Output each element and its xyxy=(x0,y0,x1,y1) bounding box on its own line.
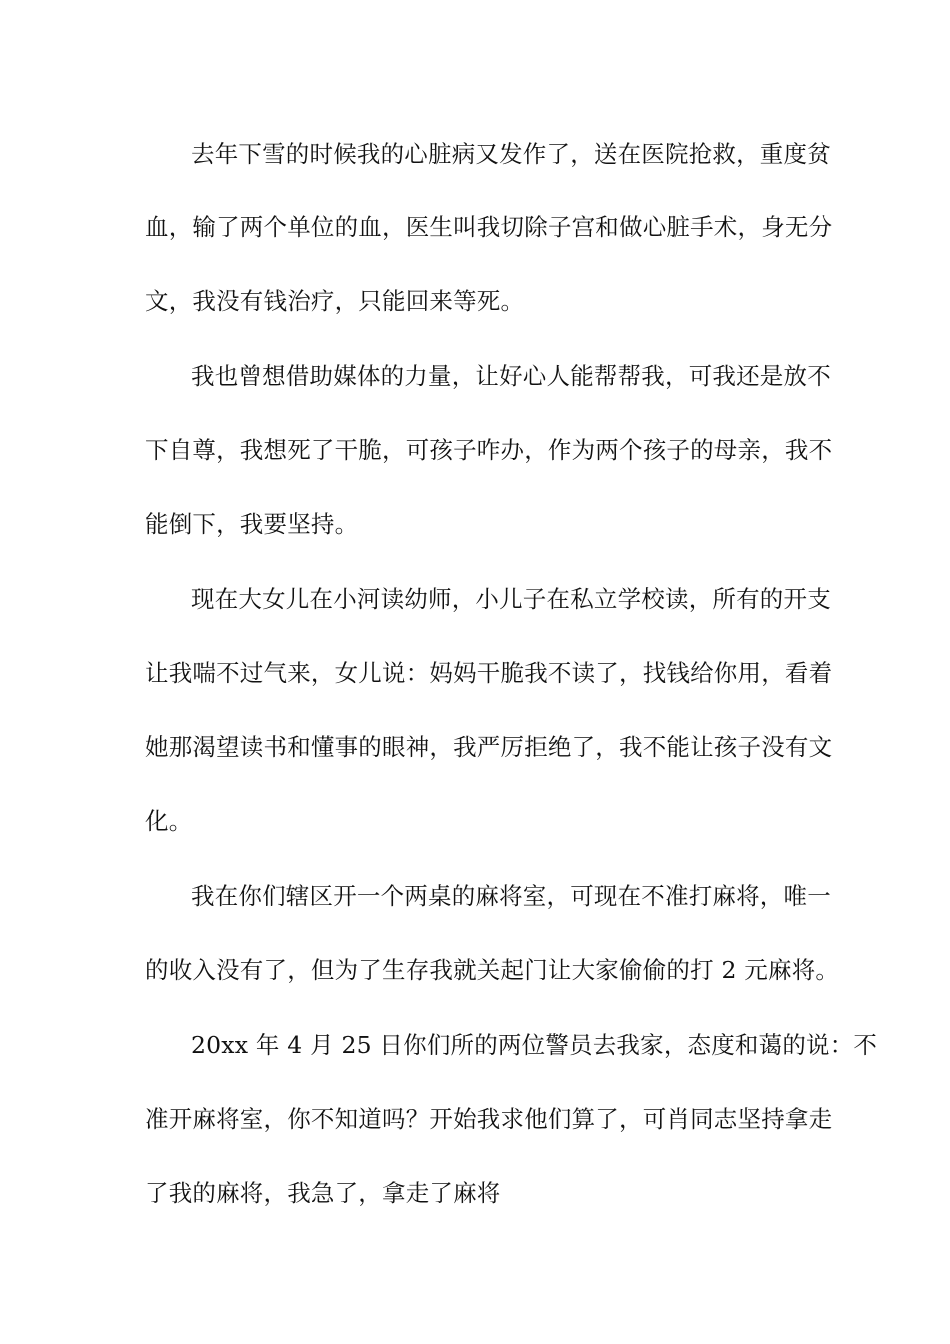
paragraph-4-line-1: 我在你们辖区开一个两桌的麻将室，可现在不准打麻将，唯一 xyxy=(191,882,831,910)
paragraph-1-line-3: 文，我没有钱治疗，只能回来等死。 xyxy=(145,287,525,315)
paragraph-1-line-1: 去年下雪的时候我的心脏病又发作了，送在医院抢救，重度贫 xyxy=(191,140,831,168)
paragraph-4-line-2: 的收入没有了，但为了生存我就关起门让大家偷偷的打 2 元麻将。 xyxy=(145,956,840,984)
paragraph-2-line-3: 能倒下，我要坚持。 xyxy=(145,510,359,538)
paragraph-2-line-1: 我也曾想借助媒体的力量，让好心人能帮帮我，可我还是放不 xyxy=(191,362,831,390)
paragraph-5-line-1: 20xx 年 4 月 25 日你们所的两位警员去我家，态度和蔼的说：不 xyxy=(191,1031,878,1059)
paragraph-2-line-2: 下自尊，我想死了干脆，可孩子咋办，作为两个孩子的母亲，我不 xyxy=(145,436,833,464)
paragraph-3-line-4: 化。 xyxy=(145,807,193,835)
paragraph-3-line-3: 她那渴望读书和懂事的眼神，我严厉拒绝了，我不能让孩子没有文 xyxy=(145,733,833,761)
paragraph-3-line-1: 现在大女儿在小河读幼师，小儿子在私立学校读，所有的开支 xyxy=(191,585,831,613)
paragraph-3-line-2: 让我喘不过气来，女儿说：妈妈干脆我不读了，找钱给你用，看着 xyxy=(145,659,833,687)
paragraph-5-line-2: 准开麻将室，你不知道吗？开始我求他们算了，可肖同志坚持拿走 xyxy=(145,1105,833,1133)
paragraph-1-line-2: 血，输了两个单位的血，医生叫我切除子宫和做心脏手术，身无分 xyxy=(145,213,833,241)
paragraph-5-line-3: 了我的麻将，我急了，拿走了麻将 xyxy=(145,1179,501,1207)
